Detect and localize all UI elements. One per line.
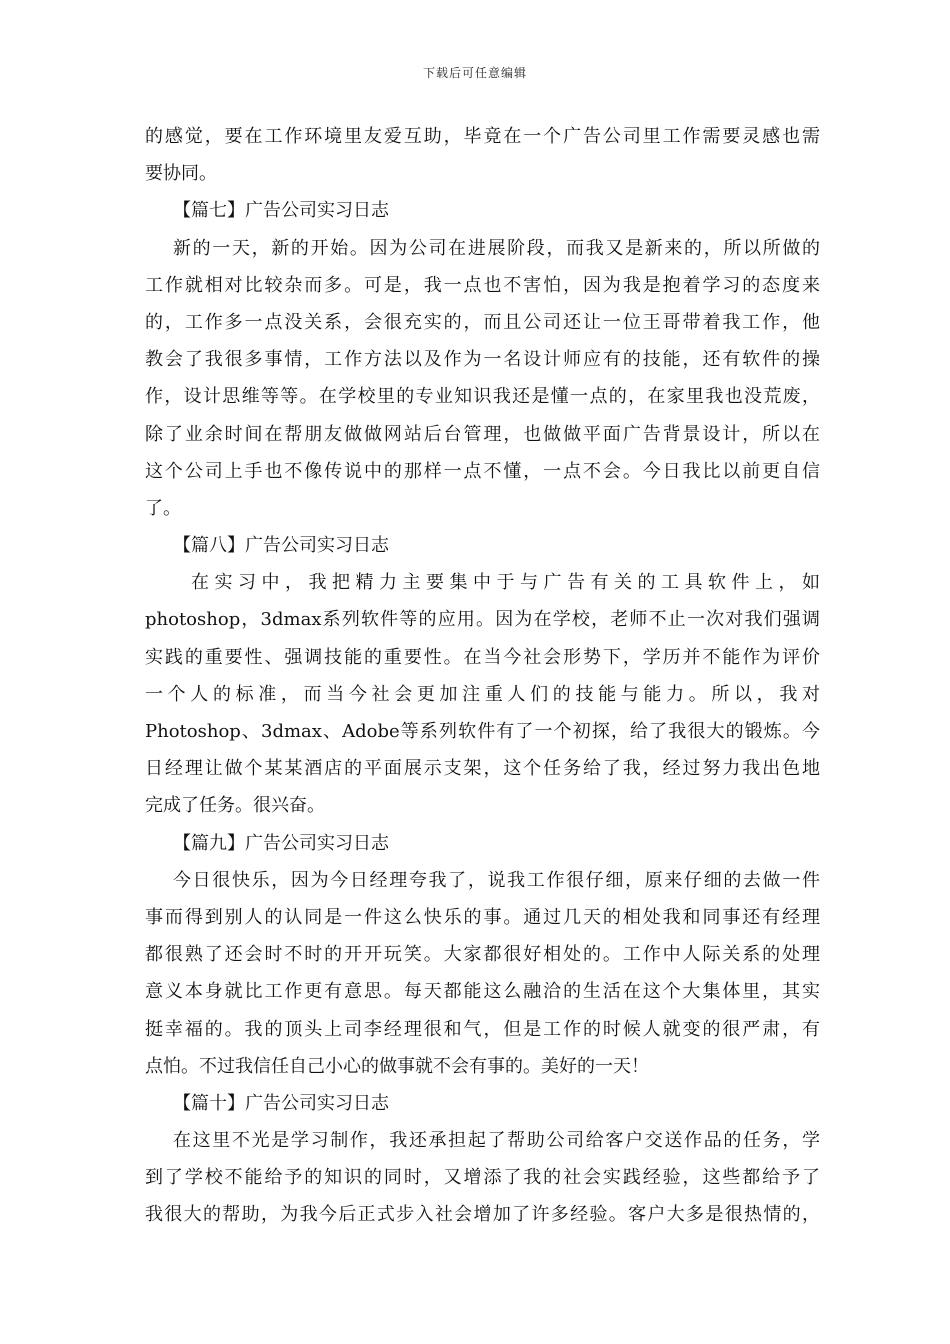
paragraph-line: 今日很快乐，因为今日经理夸我了，说我工作很仔细，原来仔细的去做一件 [173,869,820,891]
section-heading: 【篇七】广告公司实习日志 [173,200,389,222]
paragraph-line: 除了业余时间在帮朋友做做网站后台管理，也做做平面广告背景设计，所以在 [145,423,820,445]
paragraph-line: 教会了我很多事情，工作方法以及作为一名设计师应有的技能，还有软件的操 [145,349,820,371]
paragraph-line: 挺幸福的。我的顶头上司李经理很和气，但是工作的时候人就变的很严肃，有 [145,1018,820,1040]
section-heading: 【篇八】广告公司实习日志 [173,535,389,557]
paragraph-line: 都很熟了还会时不时的开开玩笑。大家都很好相处的。工作中人际关系的处理 [145,944,820,966]
paragraph-line: 到了学校不能给予的知识的同时，又增添了我的社会实践经验，这些都给予了 [145,1167,820,1189]
paragraph-line: 一个人的标准，而当今社会更加注重人们的技能与能力。所以，我对 [145,683,820,705]
page-header: 下载后可任意编辑 [422,66,527,80]
paragraph-line: Photoshop、3dmax、Adobe等系列软件有了一个初探，给了我很大的锻炼。今 [145,721,820,742]
paragraph-line: 作，设计思维等等。在学校里的专业知识我还是懂一点的，在家里我也没荒废， [145,386,820,408]
paragraph-line: 的感觉，要在工作环境里友爱互助，毕竟在一个广告公司里工作需要灵感也需 [145,126,820,147]
paragraph-line: 点怕。不过我信任自己小心的做事就不会有事的。美好的一天！ [145,1055,649,1077]
paragraph-line: 这个公司上手也不像传说中的那样一点不懂，一点不会。今日我比以前更自信 [145,460,820,482]
paragraph-line: 完成了任务。很兴奋。 [145,795,325,817]
paragraph-line: 意义本身就比工作更有意思。每天都能这么融洽的生活在这个大集体里，其实 [145,981,820,1003]
paragraph-line: photoshop，3dmax系列软件等的应用。因为在学校，老师不止一次对我们强调 [145,609,820,631]
paragraph-line: 工作就相对比较杂而多。可是，我一点也不害怕，因为我是抱着学习的态度来 [145,274,820,296]
paragraph-line: 实践的重要性、强调技能的重要性。在当今社会形势下，学历并不能作为评价 [145,646,820,668]
paragraph-line: 在实习中，我把精力主要集中于与广告有关的工具软件上，如 [191,572,820,594]
paragraph-line: 了。 [145,497,181,519]
paragraph-line: 新的一天，新的开始。因为公司在进展阶段，而我又是新来的，所以所做的 [173,237,820,259]
paragraph-line: 事而得到别人的认同是一件这么快乐的事。通过几天的相处我和同事还有经理 [145,906,820,928]
paragraph-line: 日经理让做个某某酒店的平面展示支架，这个任务给了我，经过努力我出色地 [145,758,820,780]
paragraph-line: 我很大的帮助，为我今后正式步入社会增加了许多经验。客户大多是很热情的， [145,1204,820,1226]
document-body [145,118,820,1234]
paragraph-line: 在这里不光是学习制作，我还承担起了帮助公司给客户交送作品的任务，学 [173,1130,820,1152]
paragraph-line: 的，工作多一点没关系，会很充实的，而且公司还让一位王哥带着我工作，他 [145,311,820,333]
paragraph-line: 要协同。 [145,163,217,185]
section-heading: 【篇十】广告公司实习日志 [173,1092,389,1114]
section-heading: 【篇九】广告公司实习日志 [173,832,389,854]
